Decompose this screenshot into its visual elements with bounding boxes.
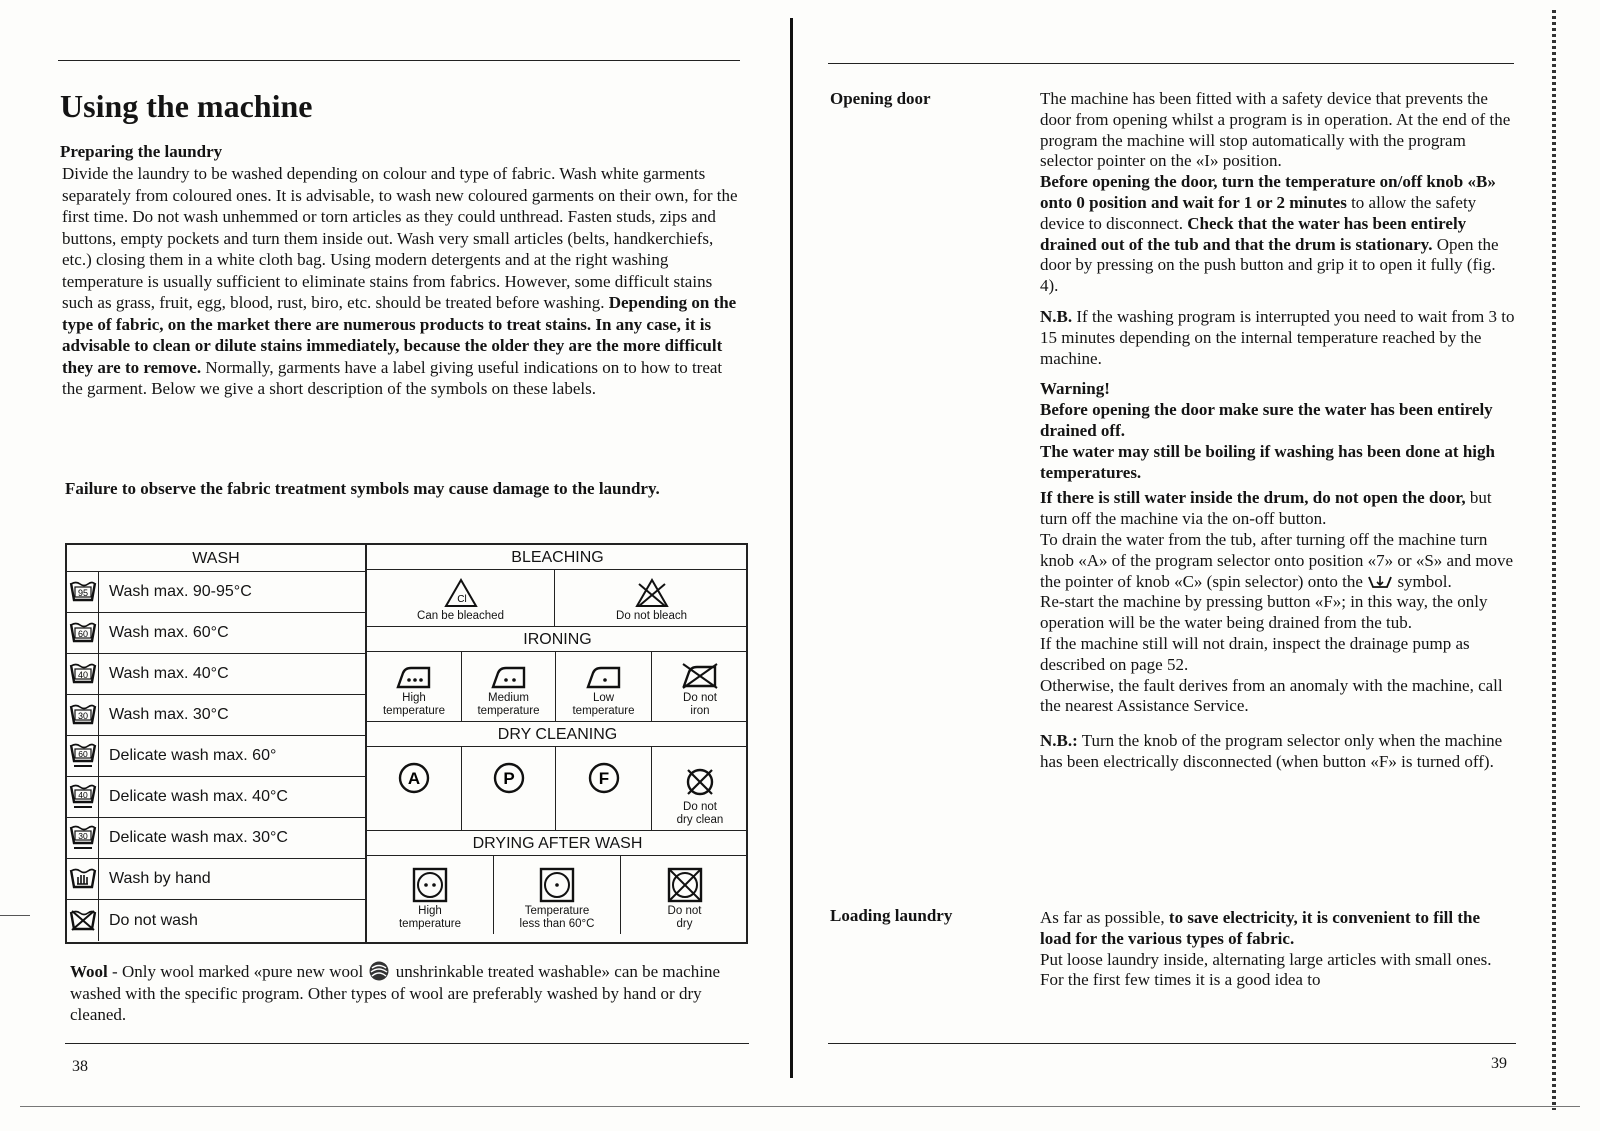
drying-label-1: High xyxy=(418,905,442,917)
iron-label-1: Do not xyxy=(683,692,717,704)
ironing-header: IRONING xyxy=(367,627,748,652)
tumble-dry-low-icon xyxy=(539,867,575,903)
drying-label-2: temperature xyxy=(398,918,461,930)
iron-label-2: temperature xyxy=(572,705,635,717)
wash-row xyxy=(67,900,365,941)
no-iron-icon xyxy=(681,662,719,690)
iron-label-2: temperature xyxy=(477,705,540,717)
dry-clean-p-icon xyxy=(492,761,526,795)
wool-paragraph xyxy=(70,960,750,1026)
delicate-60-icon xyxy=(69,742,97,770)
drum-plain: but turn off the machine via the on-off button. xyxy=(1040,488,1492,529)
page-number-right: 39 xyxy=(1491,1055,1507,1072)
wash-label: Delicate wash max. 40°C xyxy=(109,788,288,805)
door-instruction-bold-1: Before opening the door, turn the temperature on/off knob «B» onto 0 position and wait for 1 or 2 minutes xyxy=(1040,172,1496,212)
door-instruction-plain-1: to allow the safety device to disconnect. xyxy=(1040,192,1477,233)
dry-clean-cell xyxy=(652,747,748,830)
wash-num: 30 xyxy=(77,711,88,721)
fabric-warning: Failure to observe the fabric treatment symbols may cause damage to the laundry. xyxy=(65,479,660,498)
right-scan-edge xyxy=(1552,10,1556,1110)
bleach-triangle-icon xyxy=(444,578,478,608)
intro-bold-text: Depending on the type of fabric, on the market there are numerous products to treat stains. In any case, it is advisable to clean or dilute stains immediately, because the older they are the more difficult they are to remove. xyxy=(62,293,737,377)
dry-clean-a-icon xyxy=(397,761,431,795)
wash-label: Wash max. 30°C xyxy=(109,706,229,723)
dry-cleaning-header: DRY CLEANING xyxy=(367,722,748,747)
iron-cell xyxy=(462,652,556,721)
opening-door-p1: The machine has been fitted with a safety device that prevents the door from opening whilst a program is in operation. At the end of the program the machine will stop automatically with the program selector pointer on the «I» position. xyxy=(1040,89,1511,171)
wash-30-icon xyxy=(69,703,97,727)
drying-label-2: less than 60°C xyxy=(519,918,595,930)
dry-cleaning-row xyxy=(367,747,748,831)
wash-num: 60 xyxy=(77,749,88,759)
tumble-dry-high-icon xyxy=(412,867,448,903)
dry-clean-cell xyxy=(556,747,652,830)
loading-laundry-heading: Loading laundry xyxy=(830,906,953,925)
care-symbols-table xyxy=(65,543,748,944)
bleach-cell xyxy=(555,570,748,626)
hand-wash-icon xyxy=(69,867,97,891)
intro-tail-text: Normally, garments have a label giving useful indications on to how to treat the garment. Below we give a short description of the symbols on these labels. xyxy=(62,357,723,398)
wash-label: Wash max. 60°C xyxy=(109,624,229,641)
iron-label-1: Low xyxy=(592,692,615,704)
drain-text-1: To drain the water from the tub, after turning off the machine turn knob «A» of the program selector onto position «7» or «S» and move the pointer of knob «C» (spin selector) onto the xyxy=(1040,529,1514,591)
door-instruction-bold-2: Check that the water has been entirely drained out of the tub and that the drum is stationary. xyxy=(1040,213,1467,254)
dry-clean-cell xyxy=(462,747,556,830)
wash-40-icon xyxy=(69,662,97,686)
iron-label-2: iron xyxy=(690,705,710,717)
nb-label: N.B. xyxy=(1040,306,1073,326)
wash-num: 30 xyxy=(77,831,88,841)
no-tumble-dry-icon xyxy=(667,867,703,903)
wash-label: Wash max. 90-95°C xyxy=(109,583,252,600)
no-bleach-icon xyxy=(635,578,669,608)
woolmark-icon xyxy=(367,960,391,982)
dry-clean-mark: P xyxy=(502,769,515,788)
bottom-scan-line xyxy=(20,1106,1580,1107)
nb-interrupted xyxy=(1040,307,1515,369)
dry-clean-mark: A xyxy=(407,769,421,788)
inspect-paragraph: If the machine still will not drain, inspect the drainage pump as described on page 52. xyxy=(1040,633,1470,674)
loading-laundry-section xyxy=(1040,908,1515,991)
iron-cell xyxy=(556,652,652,721)
drain-symbol-icon xyxy=(1367,574,1393,590)
warning-boiling: The water may still be boiling if washing has been done at high temperatures. xyxy=(1040,441,1495,482)
wash-95-icon xyxy=(69,580,97,604)
bleach-mark: Cl xyxy=(456,594,467,605)
wash-row xyxy=(67,654,365,695)
dry-clean-cell xyxy=(367,747,462,830)
intro-plain-text: Divide the laundry to be washed depending on colour and type of fabric. Wash white garments separately from coloured ones. It is advisable, to wash new coloured garments on their own, for the first time. Do not wash unhemmed or torn articles as they could unthread. Fasten studs, zips and buttons, empty pockets and turn them inside out. Wash very small articles (belts, handkerchiefs, etc.) closing them in a white cloth bag. Using modern detergents and at the right washing temperature is usually sufficient to eliminate stains from fabrics. However, some difficult stains such as grass, fruit, egg, blood, rust, biro, etc. should be treated before washing. xyxy=(62,164,738,312)
wash-num: 40 xyxy=(77,790,88,800)
wash-row xyxy=(67,818,365,859)
wash-row xyxy=(67,736,365,777)
bleaching-row xyxy=(367,570,748,627)
loading-p1 xyxy=(1040,908,1515,950)
bleach-label: Can be bleached xyxy=(417,610,504,622)
wool-text-1: - Only wool marked «pure new wool xyxy=(112,962,364,981)
wash-label: Delicate wash max. 30°C xyxy=(109,829,288,846)
intro-paragraph xyxy=(62,163,742,400)
section-heading-preparing: Preparing the laundry xyxy=(60,142,223,161)
delicate-40-icon xyxy=(69,783,97,811)
iron-cell xyxy=(367,652,462,721)
bleach-label: Do not bleach xyxy=(616,610,687,622)
dry-clean-f-icon xyxy=(587,761,621,795)
wash-row xyxy=(67,572,365,613)
bottom-rule-left xyxy=(65,1043,749,1044)
page-title: Using the machine xyxy=(60,88,313,124)
restart-paragraph: Re-start the machine by pressing button «F»; in this way, the only operation will be the water being drained from the tub. xyxy=(1040,592,1488,633)
bleaching-header: BLEACHING xyxy=(367,545,748,570)
wash-label: Delicate wash max. 60° xyxy=(109,747,277,764)
wash-row xyxy=(67,777,365,818)
nb-text: If the washing program is interrupted you need to wait from 3 to 15 minutes depending on the internal temperature reached by the machine. xyxy=(1040,306,1515,368)
wash-num: 40 xyxy=(77,670,88,680)
drying-label-1: Do not xyxy=(667,905,702,917)
iron-low-icon xyxy=(585,664,623,690)
opening-door-section xyxy=(1040,89,1515,773)
loading-p1-bold: to save electricity, it is convenient to fill the load for the various types of fabric. xyxy=(1040,908,1481,948)
page-number-left: 38 xyxy=(72,1058,88,1075)
drying-cell xyxy=(367,856,494,934)
drain-instructions xyxy=(1040,530,1515,592)
left-margin-tick xyxy=(0,915,30,916)
warning-drained: Before opening the door make sure the water has been entirely drained off. xyxy=(1040,400,1493,440)
nb-knob xyxy=(1040,731,1515,773)
ironing-row xyxy=(367,652,748,722)
wash-label: Wash by hand xyxy=(109,870,211,887)
wool-label: Wool xyxy=(70,962,108,981)
opening-door-p2 xyxy=(1040,172,1515,297)
opening-door-heading: Opening door xyxy=(830,89,931,108)
iron-label-1: High xyxy=(402,692,426,704)
iron-label-1: Medium xyxy=(488,692,529,704)
warning-title: Warning! xyxy=(1040,379,1110,399)
iron-label-2: temperature xyxy=(382,705,445,717)
drum-bold: If there is still water inside the drum, do not open the door, xyxy=(1040,488,1466,508)
wash-column xyxy=(67,545,367,942)
dry-clean-label-1: Do not xyxy=(683,801,717,813)
dry-clean-label-2: dry clean xyxy=(676,814,724,826)
wool-text-2: unshrinkable treated washable» can be machine washed with the specific program. Other types of wool are preferably washed by hand or dry cleaned. xyxy=(70,962,720,1024)
wash-label: Wash max. 40°C xyxy=(109,665,229,682)
drying-header: DRYING AFTER WASH xyxy=(367,831,748,856)
wash-row xyxy=(67,613,365,654)
treatment-column xyxy=(367,545,748,942)
iron-high-icon xyxy=(395,664,433,690)
wash-60-icon xyxy=(69,621,97,645)
do-not-wash-icon xyxy=(69,909,97,933)
wash-label: Do not wash xyxy=(109,911,198,929)
dry-clean-mark: F xyxy=(598,769,609,788)
nb2-text: Turn the knob of the program selector only when the machine has been electrically disconnected (when button «F» is turned off). xyxy=(1040,731,1503,771)
drain-text-2: symbol. xyxy=(1397,571,1452,591)
drying-label-1: Temperature xyxy=(524,905,590,917)
otherwise-paragraph: Otherwise, the fault derives from an anomaly with the machine, call the nearest Assistance Service. xyxy=(1040,675,1503,716)
wash-row xyxy=(67,695,365,736)
loading-p2: Put loose laundry inside, alternating large articles with small ones. For the first few times it is a good idea to xyxy=(1040,949,1492,990)
top-rule-left xyxy=(58,60,740,61)
door-instruction-plain-2: Open the door by pressing on the push button and grip it to open it fully (fig. 4). xyxy=(1040,234,1499,296)
wash-header: WASH xyxy=(67,545,365,572)
bleach-cell xyxy=(367,570,555,626)
wash-num: 60 xyxy=(77,629,88,639)
loading-p1-plain: As far as possible, xyxy=(1040,908,1165,927)
drying-row xyxy=(367,856,748,934)
delicate-30-icon xyxy=(69,824,97,852)
drum-water-paragraph xyxy=(1040,488,1515,530)
nb2-label: N.B.: xyxy=(1040,731,1078,751)
center-gutter xyxy=(790,18,793,1078)
iron-cell xyxy=(652,652,748,721)
top-rule-right xyxy=(828,63,1514,64)
no-dry-clean-icon xyxy=(683,765,717,799)
drying-cell xyxy=(494,856,621,934)
wash-num: 95 xyxy=(77,588,88,598)
bottom-rule-right xyxy=(828,1043,1516,1044)
wash-row xyxy=(67,859,365,900)
iron-medium-icon xyxy=(490,664,528,690)
drying-cell xyxy=(621,856,748,934)
drying-label-2: dry xyxy=(676,918,693,930)
